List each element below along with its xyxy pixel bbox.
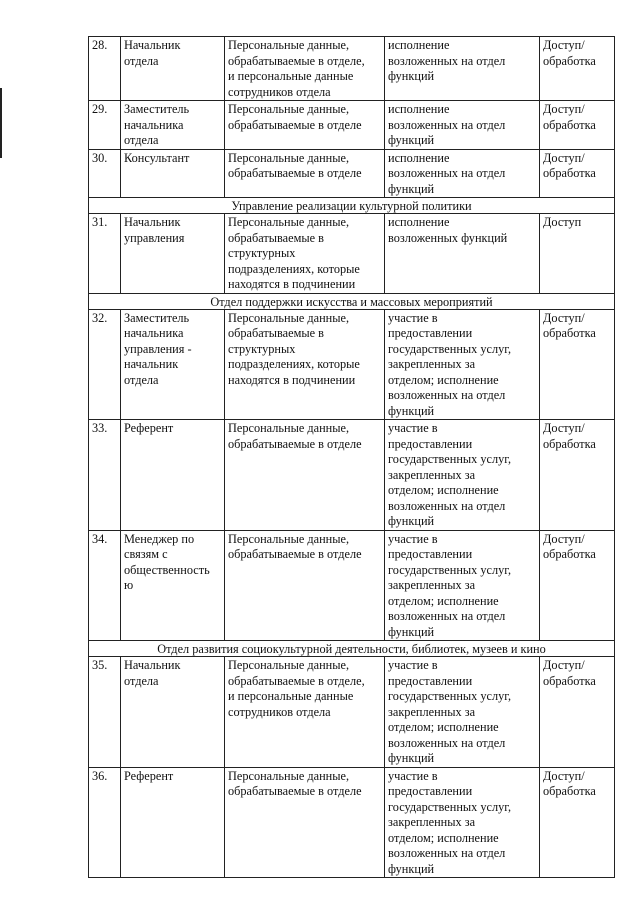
table-row: [89, 309, 615, 420]
table-row: [89, 149, 615, 198]
table-row: [89, 101, 615, 150]
row-number: 32.: [89, 309, 121, 420]
position-cell: Заместитель начальника отдела: [121, 101, 225, 150]
row-number: 31.: [89, 214, 121, 294]
row-number: 30.: [89, 149, 121, 198]
position-cell: Референт: [121, 767, 225, 878]
access-level-cell: Доступ/ обработка: [540, 37, 615, 101]
functions-cell: участие в предоставлении государственных услуг, закрепленных за отделом; исполнение возложенных на отдел функций: [385, 657, 540, 768]
personal-data-cell: Персональные данные, обрабатываемые в отделе, и персональные данные сотрудников отдела: [225, 37, 385, 101]
functions-cell: участие в предоставлении государственных услуг, закрепленных за отделом; исполнение возложенных на отдел функций: [385, 530, 540, 641]
row-number: 36.: [89, 767, 121, 878]
personal-data-access-table: [88, 36, 615, 878]
table-row: [89, 37, 615, 101]
access-level-cell: Доступ/ обработка: [540, 101, 615, 150]
access-level-cell: Доступ/ обработка: [540, 530, 615, 641]
functions-cell: участие в предоставлении государственных услуг, закрепленных за отделом; исполнение возложенных на отдел функций: [385, 309, 540, 420]
access-level-cell: Доступ: [540, 214, 615, 294]
section-header-row: [89, 641, 615, 657]
personal-data-cell: Персональные данные, обрабатываемые в отделе: [225, 101, 385, 150]
personal-data-cell: Персональные данные, обрабатываемые в отделе: [225, 767, 385, 878]
table-row: [89, 214, 615, 294]
table-row: [89, 657, 615, 768]
position-cell: Менеджер по связям с общественность ю: [121, 530, 225, 641]
personal-data-cell: Персональные данные, обрабатываемые в отделе, и персональные данные сотрудников отдела: [225, 657, 385, 768]
table-row: [89, 767, 615, 878]
scan-edge-mark: [0, 88, 2, 158]
section-title: Отдел поддержки искусства и массовых мероприятий: [89, 293, 615, 309]
position-cell: Начальник отдела: [121, 37, 225, 101]
functions-cell: исполнение возложенных функций: [385, 214, 540, 294]
personal-data-cell: Персональные данные, обрабатываемые в отделе: [225, 420, 385, 531]
section-title: Управление реализации культурной политики: [89, 198, 615, 214]
access-level-cell: Доступ/ обработка: [540, 420, 615, 531]
functions-cell: исполнение возложенных на отдел функций: [385, 149, 540, 198]
table-body: [89, 37, 615, 878]
functions-cell: исполнение возложенных на отдел функций: [385, 101, 540, 150]
access-level-cell: Доступ/ обработка: [540, 657, 615, 768]
section-title: Отдел развития социокультурной деятельности, библиотек, музеев и кино: [89, 641, 615, 657]
row-number: 35.: [89, 657, 121, 768]
position-cell: Начальник управления: [121, 214, 225, 294]
personal-data-cell: Персональные данные, обрабатываемые в отделе: [225, 530, 385, 641]
position-cell: Заместитель начальника управления - начальник отдела: [121, 309, 225, 420]
access-level-cell: Доступ/ обработка: [540, 767, 615, 878]
personal-data-cell: Персональные данные, обрабатываемые в структурных подразделениях, которые находятся в подчинении: [225, 214, 385, 294]
access-level-cell: Доступ/ обработка: [540, 309, 615, 420]
table-row: [89, 420, 615, 531]
personal-data-cell: Персональные данные, обрабатываемые в отделе: [225, 149, 385, 198]
functions-cell: исполнение возложенных на отдел функций: [385, 37, 540, 101]
row-number: 29.: [89, 101, 121, 150]
section-header-row: [89, 198, 615, 214]
personal-data-cell: Персональные данные, обрабатываемые в структурных подразделениях, которые находятся в подчинении: [225, 309, 385, 420]
section-header-row: [89, 293, 615, 309]
row-number: 28.: [89, 37, 121, 101]
row-number: 34.: [89, 530, 121, 641]
row-number: 33.: [89, 420, 121, 531]
position-cell: Референт: [121, 420, 225, 531]
functions-cell: участие в предоставлении государственных услуг, закрепленных за отделом; исполнение возложенных на отдел функций: [385, 420, 540, 531]
position-cell: Консультант: [121, 149, 225, 198]
functions-cell: участие в предоставлении государственных услуг, закрепленных за отделом; исполнение возложенных на отдел функций: [385, 767, 540, 878]
access-level-cell: Доступ/ обработка: [540, 149, 615, 198]
position-cell: Начальник отдела: [121, 657, 225, 768]
table-row: [89, 530, 615, 641]
